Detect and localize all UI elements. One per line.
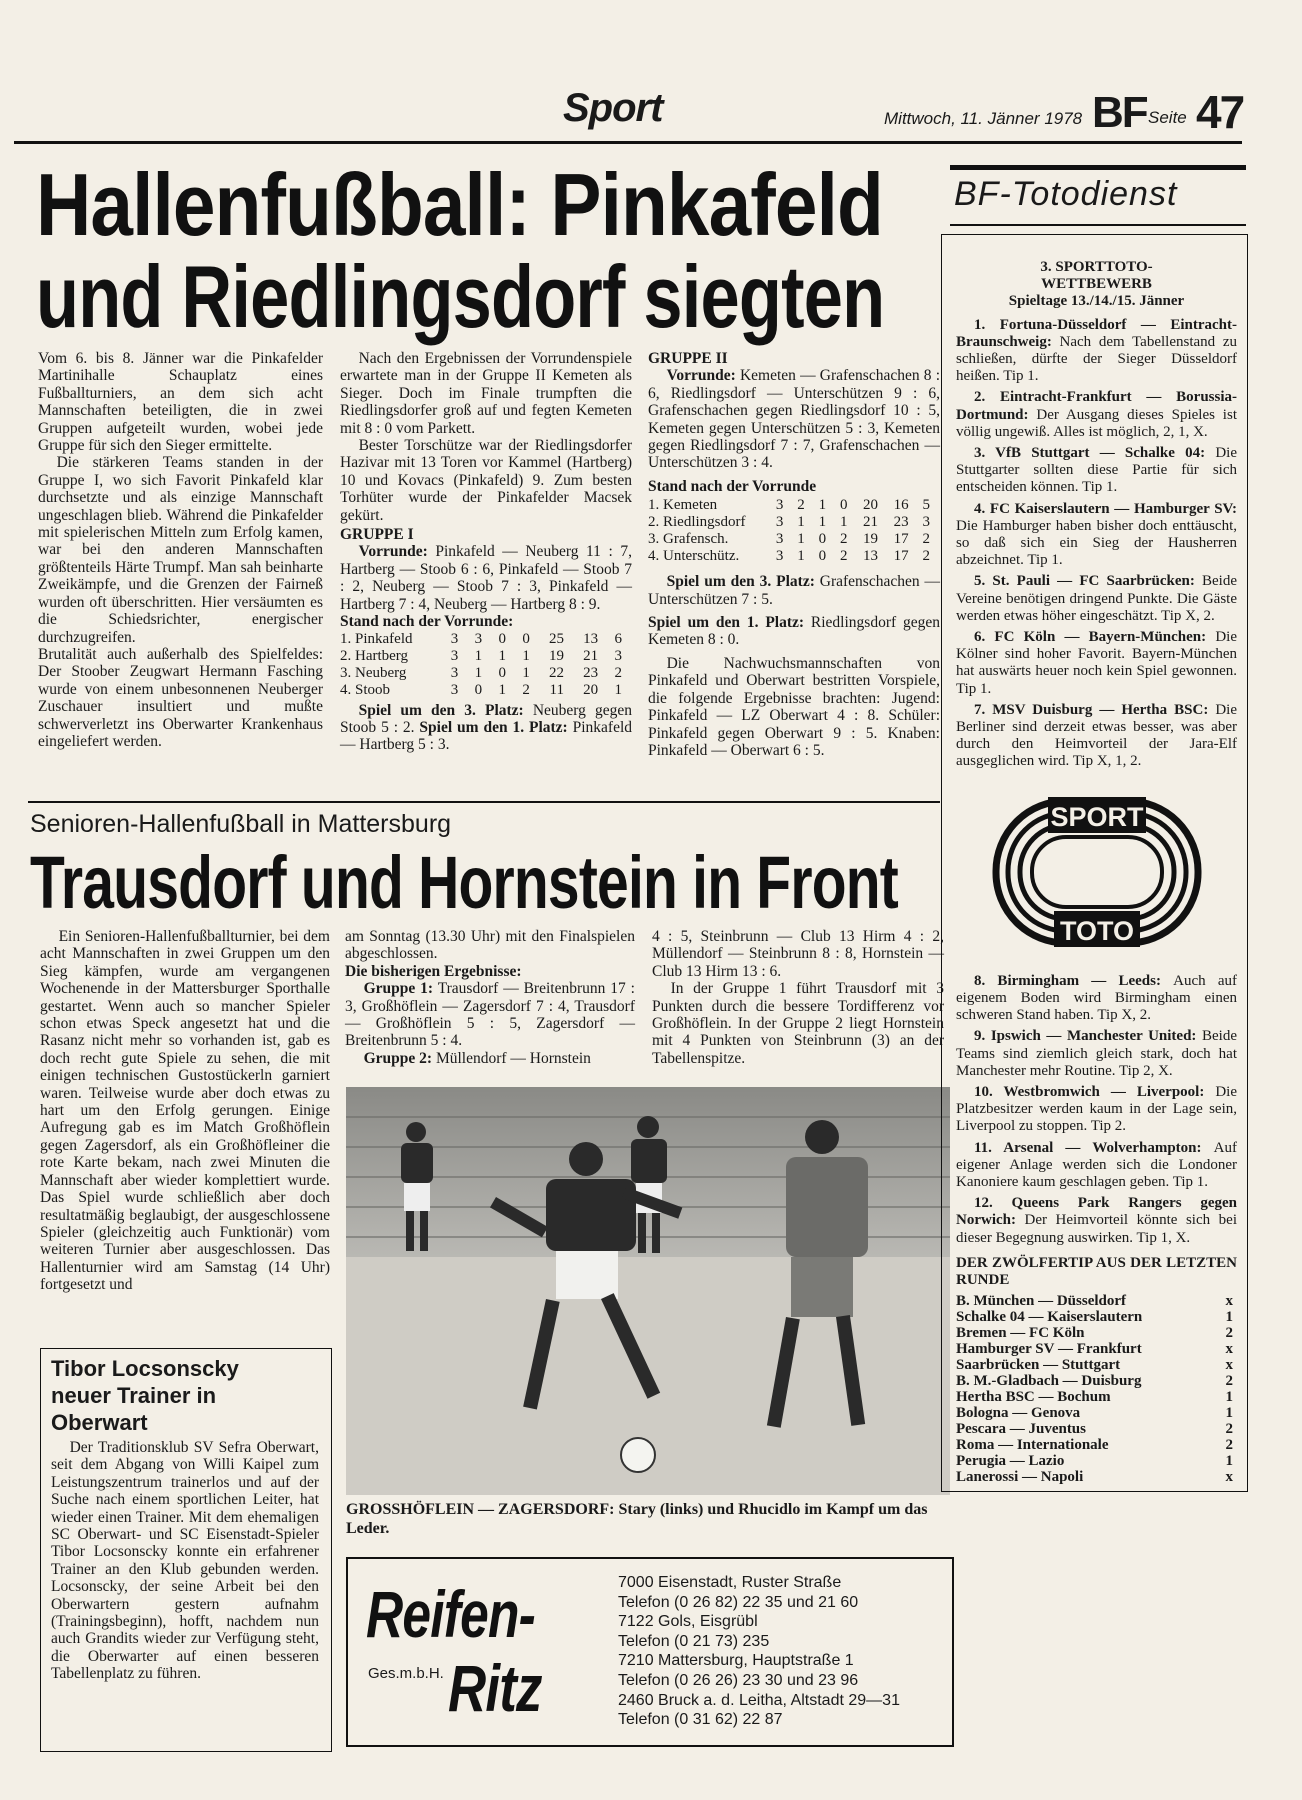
zwoelfer-result: x bbox=[1225, 1293, 1233, 1310]
gruppe2-standings bbox=[648, 497, 940, 565]
gruppe1-vorrunde-label: Vorrunde: bbox=[358, 543, 428, 561]
toto-tip bbox=[956, 1140, 1237, 1192]
toto-tip-match: 10. Westbromwich — Liverpool: bbox=[974, 1083, 1216, 1100]
toto-tip-text: Die Platzbesitzer werden kaum in der Lage sein, Liverpool zu stoppen. Tip 2. bbox=[956, 1083, 1237, 1135]
gruppe2-standings-cell: 2 bbox=[922, 548, 930, 565]
gruppe1-standings-cell: 19 bbox=[548, 647, 564, 664]
gruppe1-standings-cell: 1 bbox=[474, 647, 483, 664]
reifen-ritz-ad bbox=[346, 1557, 954, 1747]
gruppe1-standings-cell: 3 bbox=[450, 681, 459, 698]
toto-title-rule bbox=[950, 224, 1246, 226]
toto-tip bbox=[956, 389, 1237, 441]
gruppe2-standings-cell: 2 bbox=[840, 548, 848, 565]
gruppe1-standings-row bbox=[340, 631, 632, 648]
ad-address-line: 7122 Gols, Eisgrübl bbox=[618, 1613, 758, 1631]
toto-tip bbox=[956, 973, 1237, 1025]
gruppe2-standings-cell: 3 bbox=[775, 514, 784, 531]
gruppe2-vorrunde-text: Kemeten — Grafenschachen 8 : 6, Riedlingsdorf — Unterschützen 9 : 6, Grafenschachen gegen Riedlingsdorf 10 : 5, Kemeten gegen Unterschützen 5 : 3, Kemeten gegen Riedlingsdorf 7 : 7, Grafenschachen — Unterschützen 3 : 4. bbox=[648, 367, 940, 472]
zwoelfer-row bbox=[956, 1325, 1237, 1341]
toto-tip-text: Beide Teams sind ziemlich gleich stark, doch hat Manchester mehr Routine. Tip 2, X. bbox=[956, 1028, 1237, 1079]
ad-address-line: Telefon (0 21 73) 235 bbox=[618, 1632, 770, 1650]
gruppe2-spiel3-text: Grafenschachen — Unterschützen 7 : 5. bbox=[648, 573, 940, 608]
zwoelfer-match: Lanerossi — Napoli bbox=[956, 1469, 1084, 1486]
ad-legal-form: Ges.m.b.H. bbox=[368, 1665, 444, 1682]
gruppe2-standings-row bbox=[648, 531, 940, 548]
gruppe2-standings-cell: 21 bbox=[863, 514, 879, 531]
toto-tip-match: 11. Arsenal — Wolverhampton: bbox=[974, 1139, 1214, 1156]
gruppe2-standings-cell: 0 bbox=[818, 548, 827, 565]
gruppe2-standings-cell: 19 bbox=[863, 531, 879, 548]
gruppe1-vorrunde-text: Pinkafeld — Neuberg 11 : 7, Hartberg — Stoob 6 : 6, Pinkafeld — Stoob 7 : 2, Neuberg — Stoob 7 : 3, Pinkafeld — Hartberg 7 : 4, Neuberg — Hartberg 8 : 9. bbox=[340, 543, 632, 613]
article1-col2-p2: Bester Torschütze war der Riedlingsdorfer Hazivar mit 13 Toren vor Kammel (Hartberg) 10 und Kovacs (Pinkafeld) 9. Zum besten Torhüter wurde der Pinkafelder Macsek gekürt. bbox=[340, 437, 632, 524]
zwoelfer-row bbox=[956, 1437, 1237, 1453]
gruppe1-standings-cell: 1 bbox=[474, 664, 483, 681]
toto-heading3: Spieltage 13./14./15. Jänner bbox=[1008, 293, 1185, 310]
toto-tip-match: 4. FC Kaiserslautern — Hamburger SV: bbox=[974, 500, 1237, 517]
gruppe2-vorrunde-label: Vorrunde: bbox=[666, 367, 736, 385]
gruppe2-standings-cell: 3. Grafensch. bbox=[648, 531, 729, 548]
article2-gruppe1-label: Gruppe 1: bbox=[363, 980, 434, 998]
gruppe1-standings-cell: 3 bbox=[450, 664, 459, 681]
zwoelfer-row bbox=[956, 1293, 1237, 1309]
gruppe2-spiel1-text: Riedlingsdorf gegen Kemeten 8 : 0. bbox=[648, 614, 940, 649]
gruppe1-standings-cell: 21 bbox=[583, 647, 599, 664]
gruppe1-standings-cell: 6 bbox=[614, 630, 622, 647]
section-title: Sport bbox=[563, 86, 663, 130]
zwoelfer-result: 1 bbox=[1225, 1389, 1233, 1406]
toto-box bbox=[941, 234, 1248, 1492]
toto-title: BF-Totodienst bbox=[954, 175, 1178, 213]
zwoelfer-row bbox=[956, 1469, 1237, 1485]
gruppe2-spiel3-label: Spiel um den 3. Platz: bbox=[666, 573, 815, 591]
gruppe1-standings-cell: 1. Pinkafeld bbox=[340, 630, 413, 647]
toto-tip-match: 6. FC Köln — Bayern-München: bbox=[974, 629, 1216, 646]
gruppe2-standings-cell: 17 bbox=[893, 548, 909, 565]
zwoelfer-match: Pescara — Juventus bbox=[956, 1421, 1086, 1438]
toto-tip-match: 12. Queens Park Rangers gegen Norwich: bbox=[956, 1195, 1237, 1229]
gruppe2-standings-cell: 20 bbox=[863, 497, 879, 514]
gruppe1-standings-cell: 1 bbox=[498, 647, 506, 664]
gruppe2-standings-cell: 4. Unterschütz. bbox=[648, 548, 740, 565]
gruppe1-standings bbox=[340, 631, 632, 699]
ad-address-line: Telefon (0 26 26) 23 30 und 23 96 bbox=[618, 1671, 859, 1689]
newspaper-logo: BF bbox=[1092, 88, 1147, 137]
match-photo-image bbox=[346, 1087, 950, 1495]
ad-address-line: 2460 Bruck a. d. Leitha, Altstadt 29—31 bbox=[618, 1691, 900, 1709]
zwoelfer-row bbox=[956, 1373, 1237, 1389]
toto-tip-match: 7. MSV Duisburg — Hertha BSC: bbox=[974, 701, 1216, 718]
zwoelfer-match: Hertha BSC — Bochum bbox=[956, 1389, 1111, 1406]
zwoelfer-match: Bologna — Genova bbox=[956, 1405, 1081, 1422]
article1-col1-p1: Vom 6. bis 8. Jänner war die Pinkafelder Martinihalle Schauplatz eines Fußballturniers, an dem sich acht Mannschaften beteiligten, die in zwei Gruppen aufgeteilt wurden, wobei jede Gruppe für sich den Sieger ermittelte. bbox=[38, 350, 323, 455]
zwoelfer-result: 2 bbox=[1225, 1373, 1233, 1390]
toto-tip bbox=[956, 702, 1237, 771]
toto-tip-text: Nach dem Tabellenstand zu schließen, dürfte der Sieger Düsseldorf heißen. Tip 1. bbox=[956, 333, 1237, 385]
toto-tip bbox=[956, 1028, 1237, 1080]
gruppe1-standings-cell: 23 bbox=[583, 664, 599, 681]
article2-col2-intro: am Sonntag (13.30 Uhr) mit den Finalspielen abgeschlossen. bbox=[345, 928, 635, 963]
ad-brand-line1: Reifen- bbox=[366, 1577, 536, 1651]
toto-tip-text: Der Ausgang dieses Spieles ist völlig ungewiß. Alles ist möglich, 2, 1, X. bbox=[956, 406, 1237, 440]
gruppe1-standings-cell: 1 bbox=[522, 647, 530, 664]
zwoelfer-row bbox=[956, 1421, 1237, 1437]
gruppe1-standings-cell: 1 bbox=[614, 681, 622, 698]
gruppe2-standings-cell: 13 bbox=[863, 548, 879, 565]
toto-tips-lower bbox=[956, 973, 1237, 1247]
toto-tip bbox=[956, 629, 1237, 698]
page-number: 47 bbox=[1196, 86, 1244, 138]
zwoelfer-result: 2 bbox=[1225, 1437, 1233, 1454]
zwoelfer-table bbox=[956, 1293, 1237, 1485]
zwoelfer-match: Hamburger SV — Frankfurt bbox=[956, 1341, 1142, 1358]
gruppe1-standings-cell: 4. Stoob bbox=[340, 681, 391, 698]
article2-col3-p2: In der Gruppe 1 führt Trausdorf mit 3 Punkten durch die bessere Tordifferenz vor Großhöflein. In der Gruppe 2 liegt Hornstein mit 4 Punkten von Steinbrunn (3) an der Tabellenspitze. bbox=[652, 980, 944, 1067]
gruppe2-table-heading: Stand nach der Vorrunde bbox=[648, 477, 817, 495]
toto-tip-text: Auf eigener Anlage werden sich die Londoner Kanoniere kaum geschlagen geben. Tip 1. bbox=[956, 1139, 1237, 1190]
zwoelfer-match: Roma — Internationale bbox=[956, 1437, 1109, 1454]
ad-address-line: Telefon (0 31 62) 22 87 bbox=[618, 1711, 783, 1729]
zwoelfer-row bbox=[956, 1341, 1237, 1357]
zwoelfer-heading: DER ZWÖLFERTIP AUS DER LETZTEN RUNDE bbox=[956, 1254, 1237, 1288]
toto-tip-match: 3. VfB Stuttgart — Schalke 04: bbox=[974, 445, 1216, 462]
gruppe1-standings-cell: 25 bbox=[548, 630, 564, 647]
zwoelfer-result: x bbox=[1225, 1357, 1233, 1374]
ad-address-line: 7210 Mattersburg, Hauptstraße 1 bbox=[618, 1652, 854, 1670]
zwoelfer-row bbox=[956, 1309, 1237, 1325]
gruppe2-standings-cell: 2 bbox=[840, 531, 848, 548]
headline-2: Trausdorf und Hornstein in Front bbox=[30, 841, 899, 924]
toto-tip bbox=[956, 1195, 1237, 1247]
ad-address-line: 7000 Eisenstadt, Ruster Straße bbox=[618, 1574, 842, 1591]
gruppe1-standings-cell: 3 bbox=[614, 647, 622, 664]
toto-heading2: WETTBEWERB bbox=[1041, 276, 1152, 293]
zwoelfer-row bbox=[956, 1389, 1237, 1405]
gruppe2-standings-row bbox=[648, 497, 940, 514]
trainer-box-title: Tibor Locsonscky neuer Trainer in Oberwart bbox=[51, 1356, 239, 1435]
zwoelfer-result: 2 bbox=[1225, 1325, 1233, 1342]
gruppe2-standings-row bbox=[648, 514, 940, 531]
article2-col3 bbox=[652, 928, 944, 1067]
zwoelfer-match: Saarbrücken — Stuttgart bbox=[956, 1357, 1121, 1374]
toto-tip bbox=[956, 1084, 1237, 1136]
gruppe2-heading: GRUPPE II bbox=[648, 350, 728, 367]
gruppe2-standings-cell: 3 bbox=[922, 514, 930, 531]
masthead-rule bbox=[14, 141, 1242, 144]
gruppe1-standings-cell: 3 bbox=[450, 647, 459, 664]
gruppe2-standings-cell: 3 bbox=[775, 548, 784, 565]
zwoelfer-result: 1 bbox=[1225, 1453, 1233, 1470]
article1-col3-youth: Die Nachwuchsmannschaften von Pinkafeld und Oberwart bestritten Vorspiele, die folgende Ergebnisse brachten: Jugend: Pinkafeld — LZ Oberwart 4 : 8. Schüler: Pinkafeld gegen Oberwart 9 : 5. Knaben: Pinkafeld — Oberwart 6 : 5. bbox=[648, 654, 940, 759]
toto-tip bbox=[956, 445, 1237, 497]
toto-tip bbox=[956, 501, 1237, 570]
article2-results-heading: Die bisherigen Ergebnisse: bbox=[345, 962, 522, 980]
article2-col2 bbox=[345, 928, 635, 1067]
sport-toto-logo-icon bbox=[992, 797, 1202, 947]
gruppe1-standings-row bbox=[340, 665, 632, 682]
toto-tip-text: Auch auf eigenem Boden wird Birmingham einen schweren Stand haben. Tip X, 2. bbox=[956, 972, 1237, 1024]
gruppe1-spiel3-label: Spiel um den 3. Platz: bbox=[358, 701, 524, 719]
zwoelfer-match: Bremen — FC Köln bbox=[956, 1325, 1085, 1342]
toto-tip-match: 5. St. Pauli — FC Saarbrücken: bbox=[974, 573, 1202, 590]
zwoelfer-row bbox=[956, 1405, 1237, 1421]
headline-1-line2: und Riedlingsdorf siegten bbox=[36, 247, 885, 346]
toto-heading1: 3. SPORTTOTO- bbox=[1040, 259, 1153, 275]
article1-col1-p3: Brutalität auch außerhalb des Spielfeldes: Der Stoober Zeugwart Hermann Fasching wurde von einem unbesonnenen Neuberger Zuschauer insultiert und mußte schwerverletzt ins Oberwarter Krankenhaus eingeliefert werden. bbox=[38, 645, 323, 750]
toto-tip-match: 8. Birmingham — Leeds: bbox=[974, 972, 1174, 989]
sport-toto-logo bbox=[956, 797, 1237, 947]
gruppe2-standings-row bbox=[648, 548, 940, 565]
article1-col2 bbox=[340, 350, 632, 754]
article2-gruppe2-label: Gruppe 2: bbox=[363, 1049, 433, 1067]
toto-tip-text: Die Stuttgarter sollten diese Partie für sich entscheiden können. Tip 1. bbox=[956, 445, 1237, 496]
article2-col1 bbox=[40, 928, 330, 1294]
toto-top-rule bbox=[950, 165, 1246, 170]
toto-tip-match: 9. Ipswich — Manchester United: bbox=[974, 1028, 1202, 1045]
gruppe1-standings-cell: 11 bbox=[549, 681, 564, 698]
gruppe1-standings-cell: 13 bbox=[583, 630, 599, 647]
gruppe1-standings-row bbox=[340, 682, 632, 699]
gruppe2-standings-cell: 3 bbox=[775, 497, 784, 514]
gruppe1-standings-cell: 2 bbox=[522, 681, 530, 698]
gruppe1-standings-cell: 20 bbox=[583, 681, 599, 698]
gruppe2-spiel1-label: Spiel um den 1. Platz: bbox=[648, 614, 805, 632]
gruppe2-standings-cell: 1 bbox=[818, 514, 827, 531]
gruppe2-standings-cell: 1 bbox=[818, 497, 827, 514]
zwoelfer-match: B. M.-Gladbach — Duisburg bbox=[956, 1373, 1142, 1390]
article2-col1-text: Ein Senioren-Hallenfußballturnier, bei dem acht Mannschaften in zwei Gruppen um den Sieg kämpfen, wurde am vergangenen Wochenende in der Mattersburger Sporthalle gestartet. Wenn auch so mancher Spieler schon etwas Speck angesetzt hat und die Rasanz nicht mehr so vorhanden ist, gab es doch recht gute Spiele zu sehen, die mit einigen technischen Gustostückerln garniert waren. Teilweise wurde aber doch etwas zu hart um den Erfolg gerungen. Einige Aufregung gab es im Match Großhöflein gegen Zagersdorf, als ein Großhöfleiner die rote Karte bekam, nach zwei Minuten die Mannschaft aber wieder komplettiert wurde. Das Spiel wurde schließlich aber doch resultatmäßig beglaubigt, der ausgeschlossene Spieler (gleichzeitig auch Funktionär) vom weiteren Turnier aber ausgeschlossen. Das Hallenturnier wird am Samstag (14 Uhr) fortgesetzt und bbox=[40, 928, 330, 1294]
gruppe2-standings-cell: 1 bbox=[840, 514, 848, 531]
gruppe1-standings-cell: 0 bbox=[498, 630, 506, 647]
gruppe1-standings-cell: 1 bbox=[498, 681, 506, 698]
gruppe1-spiel3-text: Neuberg gegen Stoob 5 : 2. bbox=[340, 701, 632, 736]
gruppe1-standings-cell: 0 bbox=[522, 630, 530, 647]
toto-tip-text: Der Heimvorteil könnte sich bei dieser Begegnung auswirken. Tip 1, X. bbox=[956, 1212, 1237, 1246]
gruppe2-standings-cell: 23 bbox=[893, 514, 909, 531]
article2-gruppe2-text: Müllendorf — Hornstein bbox=[435, 1049, 591, 1067]
toto-tip-text: Die Hamburger haben bisher doch enttäuscht, so daß sich ein Sieg der Hausherren abzeichnet. Tip 1. bbox=[956, 517, 1237, 569]
article2-gruppe1-text: Trausdorf — Breitenbrunn 17 : 3, Großhöflein — Zagersdorf 7 : 4, Trausdorf — Großhöflein 5 : 5, Zagersdorf — Breitenbrunn 5 : 4. bbox=[345, 980, 635, 1050]
gruppe2-standings-cell: 2. Riedlingsdorf bbox=[648, 514, 746, 531]
zwoelfer-row bbox=[956, 1453, 1237, 1469]
zwoelfer-result: 1 bbox=[1225, 1405, 1233, 1422]
zwoelfer-match: Perugia — Lazio bbox=[956, 1453, 1065, 1470]
gruppe1-standings-row bbox=[340, 648, 632, 665]
gruppe1-standings-cell: 3. Neuberg bbox=[340, 664, 407, 681]
zwoelfer-result: x bbox=[1225, 1469, 1233, 1486]
gruppe2-standings-cell: 5 bbox=[922, 497, 930, 514]
toto-tip-match: 1. Fortuna-Düsseldorf — Eintracht-Braunschweig: bbox=[956, 316, 1237, 350]
zwoelfer-row bbox=[956, 1357, 1237, 1373]
gruppe1-heading: GRUPPE I bbox=[340, 526, 414, 544]
ad-address-line: Telefon (0 26 82) 22 35 und 21 60 bbox=[618, 1593, 859, 1611]
article1-col3 bbox=[648, 350, 940, 759]
article2-kicker: Senioren-Hallenfußball in Mattersburg bbox=[30, 810, 452, 838]
trainer-box bbox=[40, 1348, 332, 1752]
photo-caption: GROSSHÖFLEIN — ZAGERSDORF: Stary (links) und Rhucidlo im Kampf um das Leder. bbox=[346, 1501, 928, 1537]
gruppe2-standings-cell: 16 bbox=[893, 497, 909, 514]
toto-tip-match: 2. Eintracht-Frankfurt — Borussia-Dortmund: bbox=[956, 389, 1237, 423]
gruppe1-standings-cell: 2 bbox=[614, 664, 622, 681]
toto-tips-upper bbox=[956, 317, 1237, 771]
zwoelfer-result: 1 bbox=[1225, 1309, 1233, 1326]
issue-date: Mittwoch, 11. Jänner 1978 bbox=[884, 109, 1083, 128]
gruppe1-standings-cell: 1 bbox=[522, 664, 530, 681]
gruppe1-spiel1-text: Pinkafeld — Hartberg 5 : 3. bbox=[340, 718, 633, 754]
article2-top-rule bbox=[28, 801, 940, 803]
zwoelfer-match: Schalke 04 — Kaiserslautern bbox=[956, 1309, 1143, 1326]
gruppe1-standings-cell: 3 bbox=[474, 630, 483, 647]
gruppe1-standings-cell: 2. Hartberg bbox=[340, 647, 409, 664]
logo-word-top: SPORT bbox=[1049, 801, 1144, 832]
gruppe1-standings-cell: 0 bbox=[474, 681, 483, 698]
zwoelfer-result: 2 bbox=[1225, 1421, 1233, 1438]
ad-brand-line2: Ritz bbox=[448, 1651, 542, 1725]
gruppe2-standings-cell: 0 bbox=[840, 497, 848, 514]
page-label: Seite bbox=[1148, 108, 1187, 127]
toto-tip bbox=[956, 317, 1237, 386]
gruppe2-standings-cell: 1. Kemeten bbox=[648, 497, 718, 514]
zwoelfer-result: x bbox=[1225, 1341, 1233, 1358]
headline-1-line1: Hallenfußball: Pinkafeld bbox=[36, 155, 883, 254]
article1-col1 bbox=[38, 350, 323, 750]
toto-tip-text: Die Berliner sind derzeit etwas besser, was aber durch den Heimvorteil der Jara-Elf ausgeglichen wird. Tip X, 1, 2. bbox=[956, 701, 1237, 770]
gruppe2-standings-cell: 1 bbox=[797, 531, 805, 548]
gruppe2-standings-cell: 2 bbox=[797, 497, 805, 514]
gruppe2-standings-cell: 2 bbox=[922, 531, 930, 548]
ad-addresses bbox=[618, 1573, 948, 1730]
trainer-box-text: Der Traditionsklub SV Sefra Oberwart, seit dem Abgang von Willi Kaipel zum Leistungszentrum trainerlos und auf der Suche nach einem sportlichen Leiter, hat wieder einen Trainer. Mit dem ehemaligen SC Oberwart- und SC Eisenstadt-Spieler Tibor Locsonscky konnte ein erfahrener Trainer an den Klub gebunden werden. Locsonscky, der seine Arbeit bei den Oberwartern gestern aufnahm (Trainingsbeginn), hofft, nachdem nun auch Grandits wieder zur Verfügung steht, die Oberwarter auf einen besseren Tabellenplatz zu führen. bbox=[51, 1439, 319, 1683]
gruppe2-standings-cell: 0 bbox=[818, 531, 827, 548]
zwoelfer-match: B. München — Düsseldorf bbox=[956, 1293, 1127, 1310]
gruppe1-standings-cell: 0 bbox=[498, 664, 506, 681]
gruppe2-standings-cell: 1 bbox=[797, 548, 805, 565]
gruppe2-standings-cell: 3 bbox=[775, 531, 784, 548]
toto-tip bbox=[956, 573, 1237, 625]
gruppe1-standings-cell: 22 bbox=[548, 664, 564, 681]
gruppe1-standings-cell: 3 bbox=[450, 630, 459, 647]
article1-col1-p2: Die stärkeren Teams standen in der Gruppe I, wo sich Favorit Pinkafeld klar durchsetzte und als einzige Mannschaft ungeschlagen blieb. Während die Pinkafelder mit spielerischen Mitteln zum Erfolg kamen, war bei den anderen Mannschaften größtenteils Härte Trumpf. Man sah beinharte Zweikämpfe, und die Grenzen der Fairneß wurden oft überschritten. Hier versäumten es die Schiedsrichter, energischer durchzugreifen. bbox=[38, 454, 323, 646]
toto-tip-text: Beide Vereine benötigen dringend Punkte. Die Gäste werden etwas höher eingeschätzt. Tip X, 2. bbox=[956, 573, 1237, 624]
gruppe2-standings-cell: 17 bbox=[893, 531, 909, 548]
article1-col2-p1: Nach den Ergebnissen der Vorrundenspiele erwartete man in der Gruppe II Kemeten als Sieger. Doch im Finale trumpften die Riedlingsdorfer groß auf und fegten Kemeten mit 8 : 0 vom Parkett. bbox=[340, 350, 632, 437]
logo-word-bottom: TOTO bbox=[1059, 915, 1134, 946]
gruppe2-standings-cell: 1 bbox=[797, 514, 805, 531]
toto-tip-text: Die Kölner sind hoher Favorit. Bayern-München hat auswärts heuer noch kein Spiel gewonnen. Tip 1. bbox=[956, 629, 1237, 697]
article2-col3-p1: 4 : 5, Steinbrunn — Club 13 Hirm 4 : 2, Müllendorf — Steinbrunn 8 : 8, Hornstein — Club 13 Hirm 13 : 6. bbox=[652, 928, 944, 980]
gruppe1-table-heading: Stand nach der Vorrunde: bbox=[340, 613, 514, 631]
gruppe1-spiel1-label: Spiel um den 1. Platz: bbox=[419, 718, 568, 736]
match-photo bbox=[346, 1087, 950, 1495]
